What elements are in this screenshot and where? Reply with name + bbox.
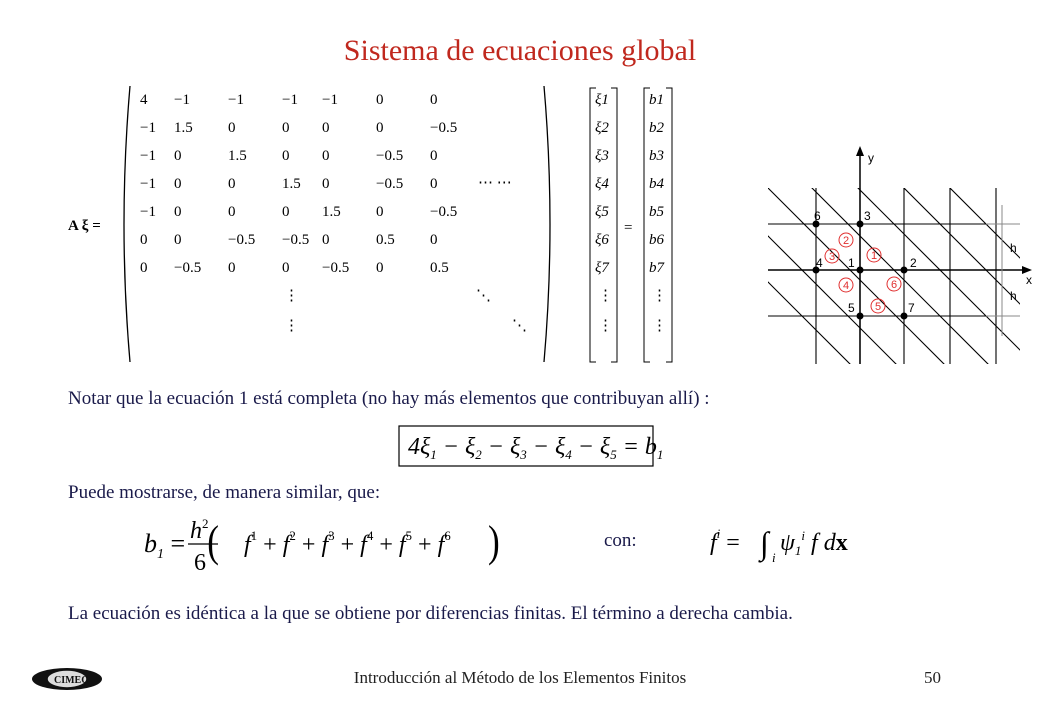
xi-vector-entry: ξ3 [595, 148, 609, 164]
y-axis-arrow-icon [856, 146, 864, 156]
svg-text:fi =: $f^i$ = [710, 526, 740, 556]
mesh-node [857, 313, 864, 320]
matrix-cell: 0 [228, 176, 236, 192]
logo-text: CIMEC [54, 675, 89, 686]
matrix-cell: 0 [322, 148, 330, 164]
svg-text:h2: $h^2$ [190, 516, 209, 544]
matrix-equals: = [624, 220, 633, 236]
matrix-cell: 0 [430, 148, 438, 164]
note-finite-differences: La ecuación es idéntica a la que se obtiene por diferencias finitas. El término a derecha cambia. [68, 603, 793, 624]
note-equation-complete: Notar que la ecuación 1 está completa (no hay más elementos que contribuyan allí) : [68, 388, 710, 409]
mesh-node [901, 313, 908, 320]
matrix-cell: −1 [282, 92, 298, 108]
matrix-cell: 1.5 [174, 120, 193, 136]
matrix-cell: −0.5 [174, 260, 202, 276]
con-label: con: [604, 530, 637, 551]
matrix-left-paren [124, 86, 130, 362]
svg-text:i: i [772, 550, 776, 565]
matrix-cell: −0.5 [376, 176, 404, 192]
matrix-cell: −0.5 [376, 148, 404, 164]
matrix-cell: 0 [376, 92, 384, 108]
matrix-cell: 0 [376, 204, 384, 220]
node-label: 3 [864, 209, 871, 223]
matrix-cell: 4 [140, 92, 148, 108]
matrix-cell: 0 [282, 148, 290, 164]
mesh-node [901, 267, 908, 274]
xi-vdots: ⋮ [598, 288, 613, 304]
svg-text:∫: ∫ [760, 525, 769, 561]
node-label: 6 [814, 209, 821, 223]
formula-b1 [140, 508, 510, 578]
matrix-cell: −1 [322, 92, 338, 108]
matrix-cell: 0.5 [430, 260, 449, 276]
matrix-cell: 0 [174, 176, 182, 192]
matrix-cell: −1 [140, 204, 156, 220]
matrix-cell: −0.5 [430, 120, 458, 136]
b-vector-entry: b1 [649, 92, 664, 108]
matrix-cell: −1 [228, 92, 244, 108]
matrix-right-paren [544, 86, 550, 362]
matrix-cell: −0.5 [282, 232, 310, 248]
node-label: 7 [908, 301, 915, 315]
page-number: 50 [924, 668, 941, 687]
matrix-cell: 0 [282, 204, 290, 220]
svg-text:4ξ1 − ξ2 − ξ3 − ξ4 − ξ5 = b1: $4\xi_1 - \xi_2 - \xi_3 - \xi_4 - \xi_5 = b_1$ [408, 434, 664, 462]
matrix-cell: −1 [140, 148, 156, 164]
node-label: 2 [910, 256, 917, 270]
matrix-cell: 0 [376, 120, 384, 136]
matrix-cell: 0 [140, 260, 148, 276]
matrix-cell: 0 [430, 176, 438, 192]
formula-fi [706, 516, 856, 566]
spacing-label-h: h [1010, 289, 1017, 303]
matrix-cell: −0.5 [430, 204, 458, 220]
global-system-matrix [60, 80, 700, 370]
matrix-cell: 0.5 [376, 232, 395, 248]
xi-vector-entry: ξ4 [595, 176, 609, 192]
element-label: 1 [871, 250, 878, 262]
xi-vector-entry: ξ7 [595, 260, 609, 276]
xi-vdots: ⋮ [598, 318, 613, 334]
slide-title: Sistema de ecuaciones global [343, 34, 697, 67]
matrix-cell: 0 [228, 120, 236, 136]
svg-text:ψ1i f dx: $\psi_1^i$ f dx [780, 528, 848, 558]
matrix-cell: 0 [228, 204, 236, 220]
matrix-ddots: ⋱ [512, 318, 527, 334]
xi-vector-entry: ξ1 [595, 92, 609, 108]
element-label: 5 [875, 301, 882, 313]
b-vector-entry: b7 [649, 260, 664, 276]
matrix-cell: 0 [322, 120, 330, 136]
b-vector-entry: b5 [649, 204, 664, 220]
xi-vector-entry: ξ5 [595, 204, 609, 220]
spacing-label-h: h [1010, 241, 1017, 255]
matrix-cell: 0 [376, 260, 384, 276]
mesh-node [857, 267, 864, 274]
b-vdots: ⋮ [652, 288, 667, 304]
element-label: 2 [843, 235, 850, 247]
node-label: 5 [848, 301, 855, 315]
matrix-cell: 0 [430, 92, 438, 108]
b-vector-entry: b3 [649, 148, 664, 164]
matrix-cell: 0 [322, 176, 330, 192]
matrix-cell: 0 [174, 204, 182, 220]
svg-text:): ) [488, 516, 500, 566]
matrix-cell: −1 [140, 120, 156, 136]
b-vector-entry: b4 [649, 176, 664, 192]
matrix-cell: 0 [430, 232, 438, 248]
matrix-cell: 0 [282, 260, 290, 276]
svg-text:(: ( [207, 516, 219, 566]
equation-node-1 [398, 425, 664, 467]
xi-vector-entry: ξ6 [595, 232, 609, 248]
matrix-cell: −1 [174, 92, 190, 108]
x-axis-label: x [1026, 273, 1032, 287]
matrix-cell: 0 [174, 148, 182, 164]
matrix-cell: 0 [282, 120, 290, 136]
element-label: 6 [891, 279, 898, 291]
element-label: 4 [843, 280, 850, 292]
mesh-node [857, 221, 864, 228]
xi-vector-entry: ξ2 [595, 120, 609, 136]
svg-text:b1 =: $b_1$ = [144, 529, 186, 562]
element-label: 3 [829, 251, 836, 263]
note-similar: Puede mostrarse, de manera similar, que: [68, 482, 381, 503]
matrix-cell: −1 [140, 176, 156, 192]
svg-text:6: 6 [194, 550, 206, 576]
b-vector-entry: b6 [649, 232, 664, 248]
matrix-cell: 1.5 [282, 176, 301, 192]
matrix-vdots: ⋮ [284, 318, 299, 334]
node-label: 4 [816, 256, 823, 270]
node-label: 1 [848, 256, 855, 270]
row-ellipsis: ⋯ ⋯ [478, 175, 512, 191]
matrix-cell: −0.5 [322, 260, 350, 276]
matrix-vdots: ⋮ [284, 288, 299, 304]
matrix-cell: −0.5 [228, 232, 256, 248]
matrix-ddots: ⋱ [476, 288, 491, 304]
mesh-diagram [760, 140, 1040, 370]
matrix-cell: 0 [174, 232, 182, 248]
matrix-lhs: A ξ = [68, 218, 101, 234]
svg-text:f1 + f2 + f3 + f4 + f5 + f6: $f^1 + f^2 + f^3 + f^4 + f^5 + f^6$ [244, 528, 451, 558]
matrix-cell: 0 [140, 232, 148, 248]
matrix-cell: 1.5 [228, 148, 247, 164]
footer-course-title: Introducción al Método de los Elementos Finitos [353, 668, 687, 687]
matrix-cell: 0 [322, 232, 330, 248]
matrix-cell: 0 [228, 260, 236, 276]
matrix-cell: 1.5 [322, 204, 341, 220]
b-vector-entry: b2 [649, 120, 664, 136]
y-axis-label: y [868, 151, 874, 165]
b-vdots: ⋮ [652, 318, 667, 334]
